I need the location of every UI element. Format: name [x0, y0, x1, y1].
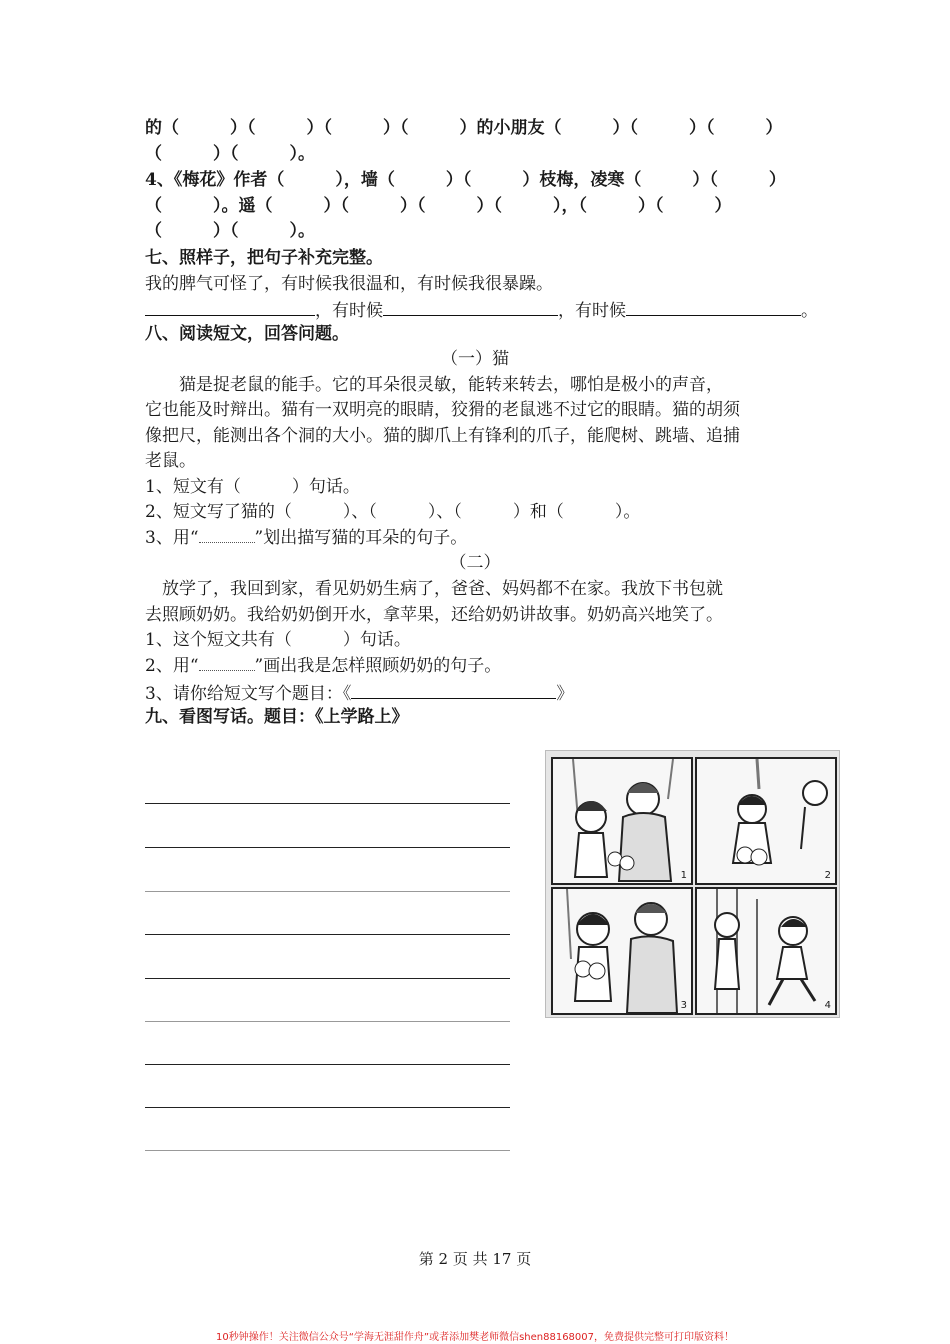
wavy-line-sample [199, 526, 255, 543]
promo-banner: 10秒钟操作！关注微信公众号“学海无涯甜作舟”或者添加樊老师微信shen88168007，免费提供完整可打印版资料！ [215, 1332, 735, 1343]
question-1-3: 3、用“ ”划出描写猫的耳朵的句子。 [145, 528, 468, 548]
panel-number: 2 [824, 870, 831, 881]
picture-panel [551, 887, 693, 1015]
section-7-heading: 七、照样子，把句子补充完整。 [145, 248, 383, 268]
answer-blank[interactable] [383, 297, 558, 316]
passage-1-line: 像把尺，能测出各个洞的大小。猫的脚爪上有锋利的爪子，能爬树、跳墙、追捕 [145, 426, 740, 446]
fill-sentence: ，有时候 ，有时候 。 [145, 297, 818, 323]
writing-line[interactable] [145, 847, 510, 848]
page-number: 第 2 页 共 17 页 [418, 1250, 532, 1268]
question-2-2: 2、用“ ”画出我是怎样照顾奶奶的句子。 [145, 656, 502, 676]
question-2-3: 3、请你给短文写个题目：《 》 [145, 680, 573, 706]
section-9-heading: 九、看图写话。题目：《上学路上》 [145, 707, 409, 727]
title-blank[interactable] [351, 680, 556, 699]
question-1-1: 1、短文有（ ）句话。 [145, 477, 360, 497]
passage-2-line: 放学了，我回到家，看见奶奶生病了，爸爸、妈妈都不在家。我放下书包就 [145, 579, 723, 599]
picture-panel [695, 757, 837, 885]
writing-line[interactable] [145, 1064, 510, 1065]
child-carrying-fruit-illustration [697, 759, 835, 883]
passage-1-line: 猫是捉老鼠的能手。它的耳朵很灵敏，能转来转去，哪怕是极小的声音， [145, 375, 723, 395]
writing-line[interactable] [145, 1107, 510, 1108]
passage-1-line: 老鼠。 [145, 451, 196, 471]
blank-line-2: （ ）（ ）。 [145, 144, 315, 164]
answer-blank[interactable] [145, 297, 315, 316]
blank-line-1: 的（ ）（ ）（ ）（ ）的小朋友（ ）（ ）（ ） [145, 118, 783, 138]
picture-panels [545, 750, 840, 1018]
picture-panel [551, 757, 693, 885]
question-1-2: 2、短文写了猫的（ ）、（ ）、（ ）和（ ）。 [145, 502, 641, 522]
writing-line[interactable] [145, 1021, 510, 1022]
question-2-1: 1、这个短文共有（ ）句话。 [145, 630, 411, 650]
passage-1-line: 它也能及时辩出。猫有一双明亮的眼睛，狡猾的老鼠逃不过它的眼睛。猫的胡须 [145, 400, 740, 420]
plum-poem-question: 4、《梅花》作者（ ），墙（ ）（ ）枝梅，凌寒（ ）（ ） [145, 170, 786, 190]
child-running-to-school-illustration [697, 889, 835, 1013]
panel-number: 4 [824, 1000, 831, 1011]
blank-line-4: （ ）。遥（ ）（ ）（ ）（ ），（ ）（ ） [145, 196, 732, 216]
writing-line[interactable] [145, 891, 510, 892]
children-and-grandma-illustration [553, 759, 691, 883]
answer-blank[interactable] [626, 297, 801, 316]
writing-line[interactable] [145, 978, 510, 979]
passage-1-title: （一）猫 [441, 349, 509, 369]
panel-number: 3 [680, 1000, 687, 1011]
writing-line[interactable] [145, 934, 510, 935]
section-8-heading: 八、阅读短文，回答问题。 [145, 324, 349, 344]
example-sentence: 我的脾气可怪了，有时候我很温和，有时候我很暴躁。 [145, 274, 553, 294]
writing-line[interactable] [145, 1150, 510, 1151]
passage-2-title: （二） [449, 553, 501, 573]
blank-line-5: （ ）（ ）。 [145, 221, 315, 241]
passage-2-line: 去照顾奶奶。我给奶奶倒开水，拿苹果，还给奶奶讲故事。奶奶高兴地笑了。 [145, 605, 723, 625]
picture-panel [695, 887, 837, 1015]
writing-line[interactable] [145, 803, 510, 804]
wavy-line-sample [199, 654, 255, 671]
child-giving-fruit-illustration [553, 889, 691, 1013]
panel-number: 1 [680, 870, 687, 881]
